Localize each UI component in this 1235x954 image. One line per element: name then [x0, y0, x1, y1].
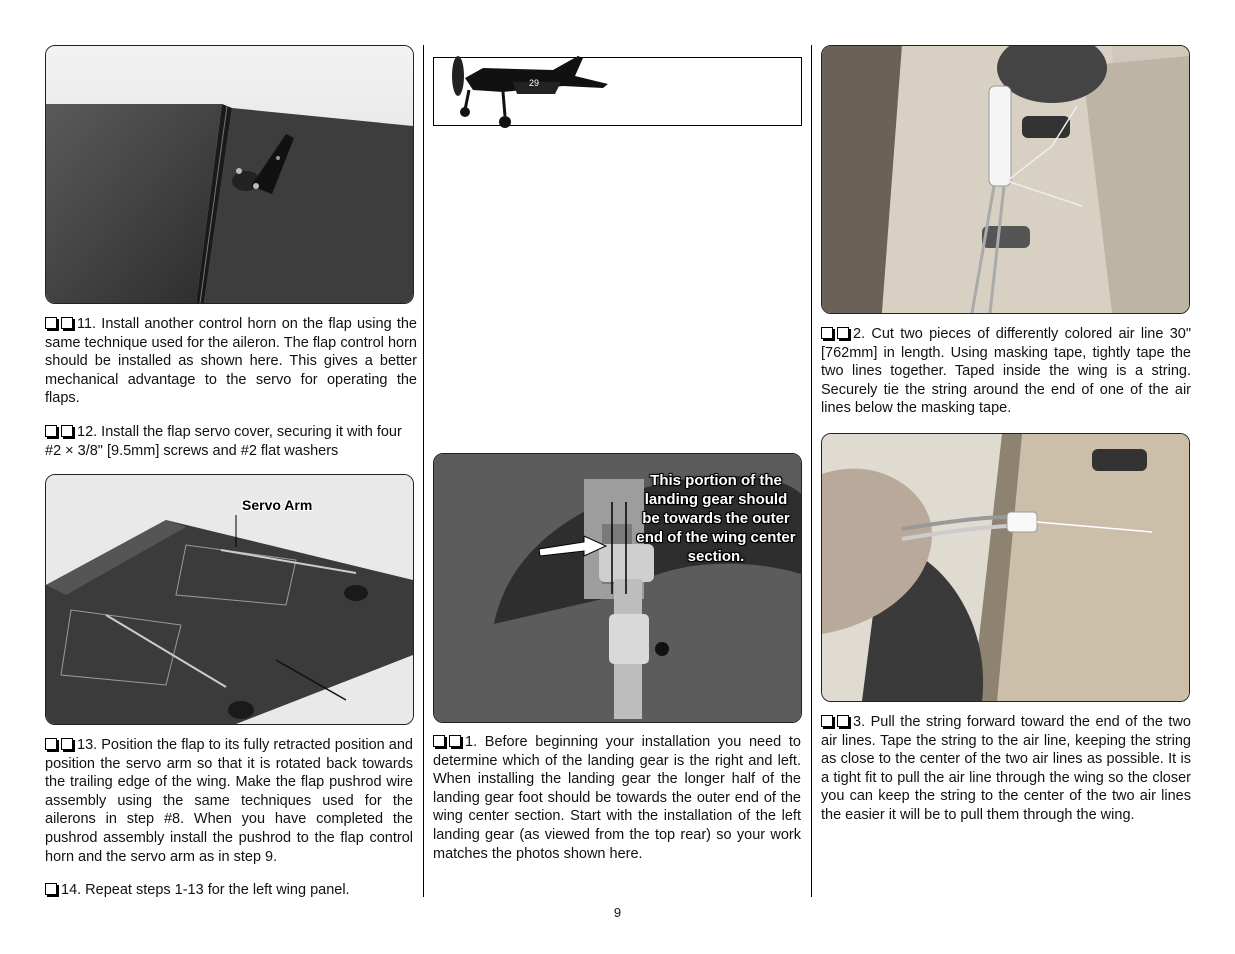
photo-pull-string — [821, 433, 1190, 702]
step-13: 13. Position the flap to its fully retracted position and position the servo arm so that it is rotated back towards the trailing edge of the wing. Make the flap pushrod wire assembly using the same techniques used for the ailerons in step #8. When you have completed the pushrod assembly install the pushrod to the flap control horn and the servo arm as in step 9. — [45, 737, 413, 865]
checkbox[interactable] — [449, 735, 461, 747]
checkbox[interactable] — [45, 883, 57, 895]
checkbox[interactable] — [61, 738, 73, 750]
column-divider-left — [423, 45, 424, 897]
checkbox[interactable] — [45, 317, 57, 329]
checkbox[interactable] — [45, 738, 57, 750]
step-12: 12. Install the flap servo cover, securing it with four #2 × 3/8" [9.5mm] screws and #2 flat washers — [45, 424, 402, 459]
checkbox[interactable] — [821, 327, 833, 339]
checkbox[interactable] — [61, 317, 73, 329]
photo-caption-landing-gear: This portion of the landing gear should be towards the outer end of the wing center section. — [636, 472, 796, 565]
photo-flap-control-horn — [45, 45, 414, 304]
plane-silhouette-icon — [443, 48, 613, 130]
step-14: 14. Repeat steps 1-13 for the left wing panel. — [45, 881, 413, 900]
checkbox[interactable] — [837, 327, 849, 339]
checkbox[interactable] — [821, 715, 833, 727]
checkbox[interactable] — [837, 715, 849, 727]
step-11: 11. Install another control horn on the flap using the same technique used for the aileron. The flap control horn should be installed as shown here. This gives a better mechanical advantage to the servo for operating the flaps. — [45, 316, 417, 407]
svg-text:29: 29 — [529, 78, 540, 88]
checkbox[interactable] — [45, 425, 57, 437]
step-2: 2. Cut two pieces of differently colored air line 30" [762mm] in length. Using masking tape, tightly tape the two lines together. Taped inside the wing is a string. Securely tie the string around the end of one of the air lines below the masking tape. — [821, 326, 1191, 417]
page-number: 9 — [613, 905, 622, 920]
column-divider-right — [811, 45, 812, 897]
step-3: 3. Pull the string forward toward the end of the two air lines. Tape the string to the air line, keeping the string as close to the center of the two air lines as possible. It is a tight fit to pull the air line through the wing so the closer you can keep the string to the center of the two air lines the easier it will be to pull them through the wing. — [821, 714, 1191, 823]
photo-air-line-string — [821, 45, 1190, 314]
checkbox[interactable] — [433, 735, 445, 747]
checkbox[interactable] — [61, 425, 73, 437]
step-1: 1. Before beginning your installation you need to determine which of the landing gear is the right and left. When installing the landing gear the longer half of the landing gear foot should be towards the outer end of the wing center section. Start with the installation of the left landing gear (as viewed from the top rear) so your work matches the photos shown here. — [433, 734, 801, 862]
photo-flap-servo-arm — [45, 474, 414, 725]
photo-label-servo-arm: Servo Arm — [242, 497, 313, 513]
